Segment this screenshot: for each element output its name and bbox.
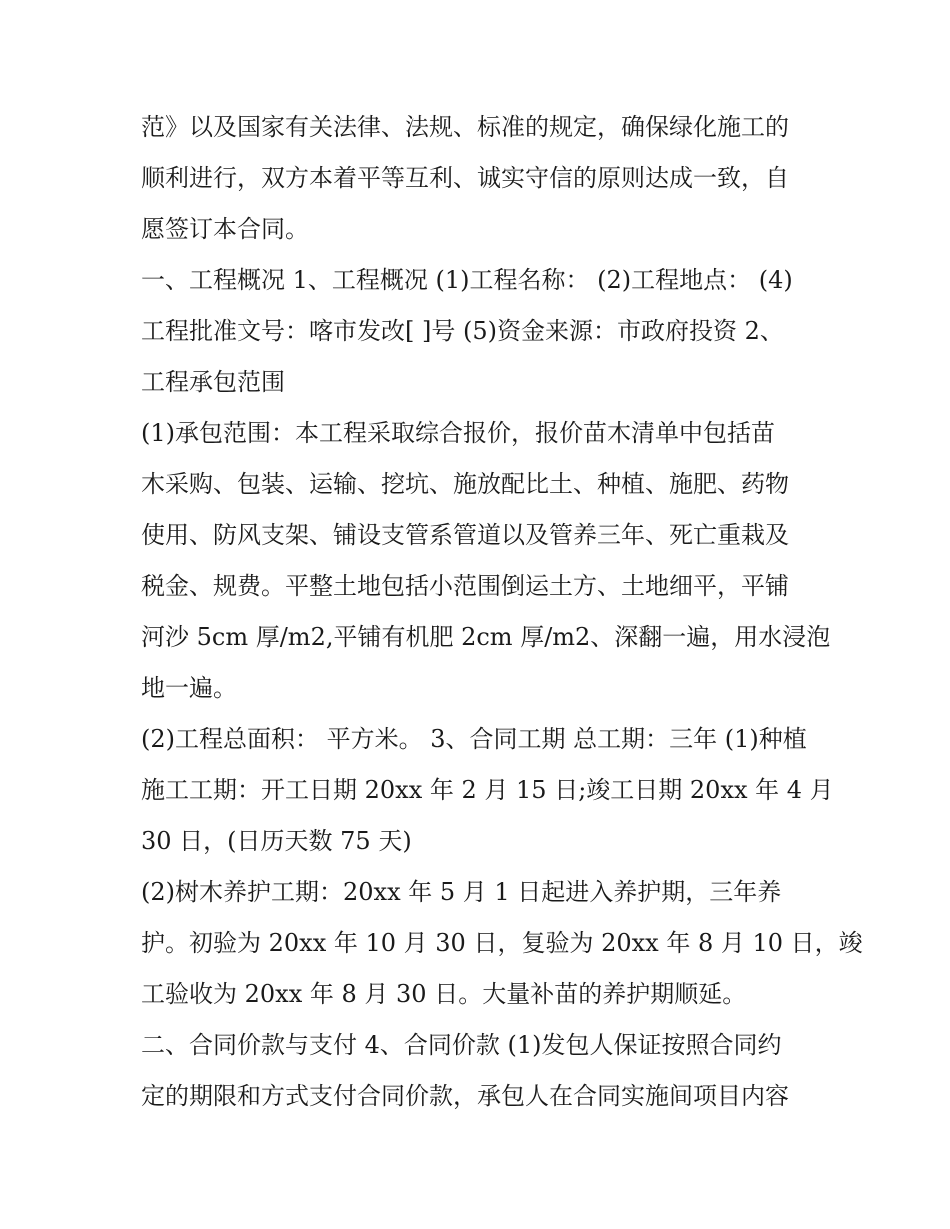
text-line: 顺利进行，双方本着平等互利、诚实守信的原则达成一致，自 — [141, 164, 789, 192]
text-line: 使用、防风支架、铺设支管系管道以及管养三年、死亡重栽及 — [141, 521, 789, 549]
text-line: 护。初验为 20xx 年 10 月 30 日，复验为 20xx 年 8 月 10 日，竣 — [141, 929, 863, 957]
text-line: 一、工程概况 1、工程概况 (1)工程名称： (2)工程地点： (4) — [141, 266, 793, 294]
text-line: 工程批准文号：喀市发改[ ]号 (5)资金来源：市政府投资 2、 — [141, 317, 784, 345]
text-line: 施工工期：开工日期 20xx 年 2 月 15 日;竣工日期 20xx 年 4 月 — [141, 776, 834, 804]
text-line: 愿签订本合同。 — [141, 215, 309, 243]
text-line: 工程承包范围 — [141, 368, 285, 396]
text-line: 河沙 5cm 厚/m2,平铺有机肥 2cm 厚/m2、深翻一遍，用水浸泡 — [141, 623, 831, 651]
text-line: (1)承包范围：本工程采取综合报价，报价苗木清单中包括苗 — [141, 419, 775, 447]
text-line: 税金、规费。平整土地包括小范围倒运土方、土地细平，平铺 — [141, 572, 789, 600]
text-line: 木采购、包装、运输、挖坑、施放配比土、种植、施肥、药物 — [141, 470, 789, 498]
text-line: 范》以及国家有关法律、法规、标准的规定，确保绿化施工的 — [141, 113, 789, 141]
text-line: 工验收为 20xx 年 8 月 30 日。大量补苗的养护期顺延。 — [141, 980, 747, 1008]
text-line: (2)工程总面积： 平方米。 3、合同工期 总工期：三年 (1)种植 — [141, 725, 807, 753]
text-line: (2)树木养护工期：20xx 年 5 月 1 日起进入养护期，三年养 — [141, 878, 782, 906]
text-line: 定的期限和方式支付合同价款，承包人在合同实施间项目内容 — [141, 1082, 789, 1110]
text-line: 二、合同价款与支付 4、合同价款 (1)发包人保证按照合同约 — [141, 1031, 782, 1059]
text-line: 30 日，(日历天数 75 天) — [141, 827, 412, 855]
text-line: 地一遍。 — [141, 674, 237, 702]
document-body — [141, 102, 863, 1122]
